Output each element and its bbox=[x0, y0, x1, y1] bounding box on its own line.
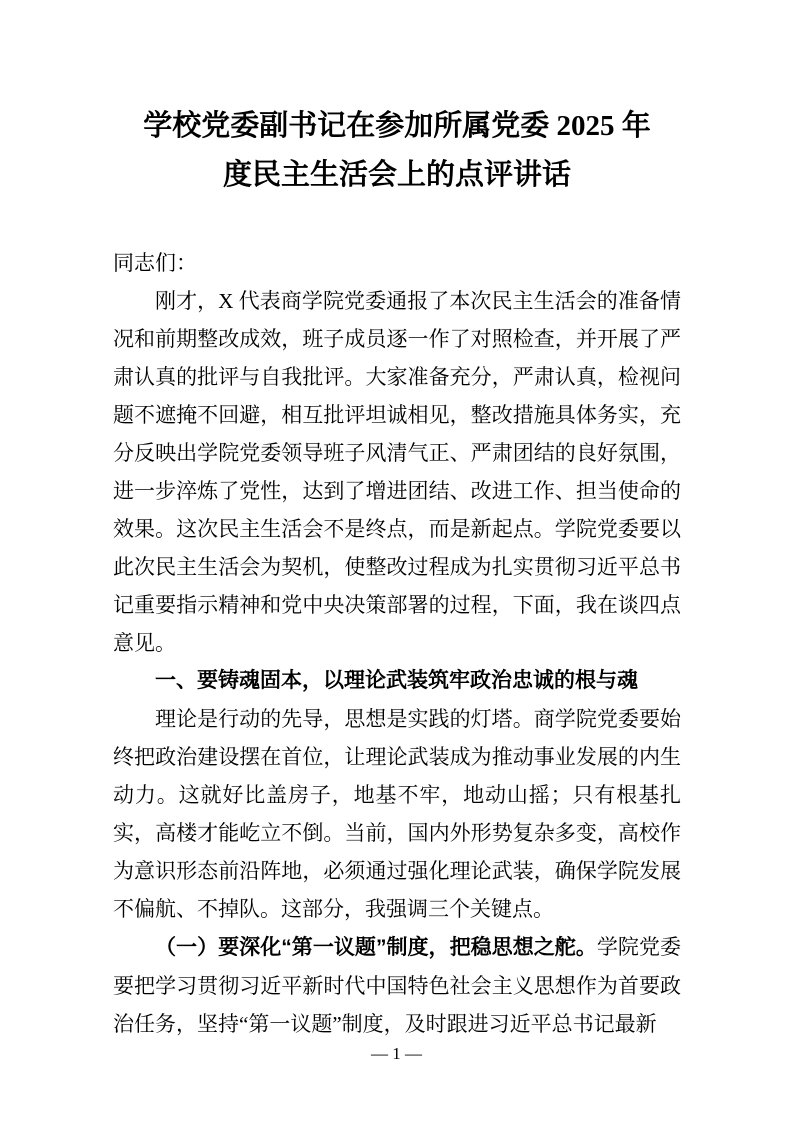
document-title-line-1: 学校党委副书记在参加所属党委 2025 年 bbox=[143, 110, 651, 142]
document-body bbox=[113, 244, 681, 1043]
salutation: 同志们： bbox=[113, 251, 197, 275]
subpoint-1-lead: （一）要深化“第一议题”制度，把稳思想之舵。 bbox=[155, 936, 597, 959]
section-1-paragraph: 理论是行动的先导，思想是实践的灯塔。商学院党委要始终把政治建设摆在首位，让理论武装成为推动事业发展的内生动力。这就好比盖房子，地基不牢，地动山摇；只有根基扎实，高楼才能屹立不倒。当前，国内外形势复杂多变，高校作为意识形态前沿阵地，必须通过强化理论武装，确保学院发展不偏航、不掉队。这部分，我强调三个关键点。 bbox=[113, 707, 681, 921]
subpoint-1-paragraph bbox=[113, 928, 681, 1043]
section-1-heading: 一、要铸魂固本，以理论武装筑牢政治忠诚的根与魂 bbox=[155, 669, 638, 692]
document-title-line-2: 度民主生活会上的点评讲话 bbox=[222, 159, 571, 191]
document-title bbox=[113, 102, 681, 200]
subpoint-1-body: 学院党委要把学习贯彻习近平新时代中国特色社会主义思想作为首要政治任务，坚持“第一议题”制度，及时跟进习近平总书记最新 bbox=[113, 935, 682, 1036]
page-number: — 1 — bbox=[371, 1044, 422, 1063]
opening-paragraph: 刚才，X 代表商学院党委通报了本次民主生活会的准备情况和前期整改成效，班子成员逐一作了对照检查，并开展了严肃认真的批评与自我批评。大家准备充分，严肃认真，检视问题不遮掩不回避，相互批评坦诚相见，整改措施具体务实，充分反映出学院党委领导班子风清气正、严肃团结的良好氛围，进一步淬炼了党性，达到了增进团结、改进工作、担当使命的效果。这次民主生活会不是终点，而是新起点。学院党委要以此次民主生活会为契机，使整改过程成为扎实贯彻习近平总书记重要指示精神和党中央决策部署的过程，下面，我在谈四点意见。 bbox=[113, 289, 681, 655]
